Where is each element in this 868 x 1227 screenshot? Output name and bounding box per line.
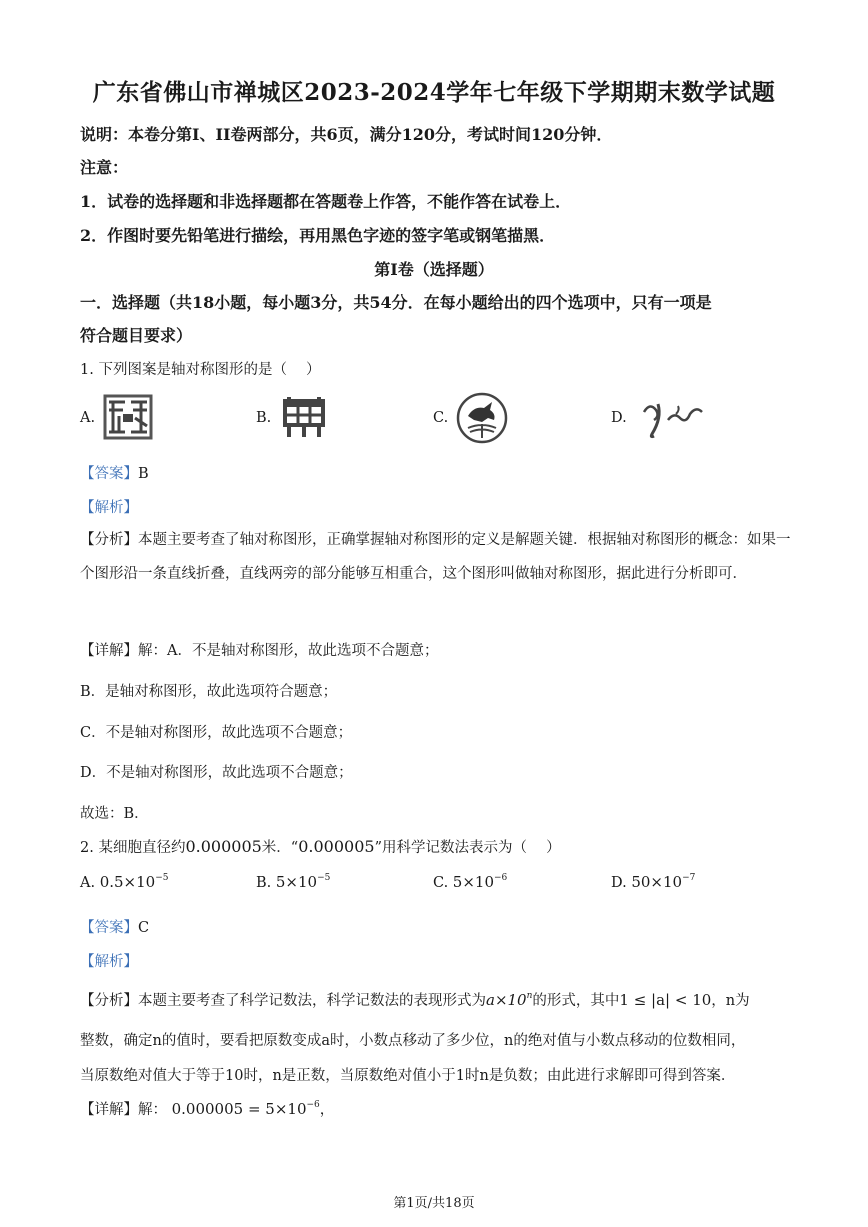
option-base: 5×10 <box>275 873 318 891</box>
q1-option-b-label: B. <box>256 410 272 426</box>
fenxi-formula: a×10 <box>486 991 527 1009</box>
option-letter: B. <box>256 875 272 891</box>
fenxi-text-a: 本题主要考查了科学记数法，科学记数法的表现形式为 <box>138 993 486 1009</box>
q2-option-b <box>256 873 330 891</box>
q2-fenxi-line-1 <box>80 989 750 1010</box>
q1-option-d-label: D. <box>611 410 627 426</box>
detail-a-text: 解：A．不是轴对称图形，故此选项不合题意； <box>138 643 439 659</box>
calligraphy-icon <box>640 398 706 440</box>
fenxi-text-b: 的形式，其中 <box>532 993 620 1009</box>
q2-fenxi-line-2: 整数，确定n的值时，要看把原数变成a时，小数点移动了多少位，n的绝对值与小数点移动的位数相同， <box>80 1033 746 1049</box>
option-exponent: −5 <box>155 873 169 883</box>
stem-part-a: 2. 某细胞直径约 <box>80 840 186 856</box>
attention-heading: 注意： <box>80 158 129 177</box>
fenxi-tag: 【分析】 <box>80 532 138 548</box>
q2-fenxi-line-3: 当原数绝对值大于等于10时，n是正数，当原数绝对值小于1时n是负数；由此进行求解即可得到答案． <box>80 1068 736 1084</box>
part-1-title: 第I卷（选择题） <box>374 260 494 279</box>
fenxi-formula-exponent: n <box>526 991 533 1001</box>
q2-analysis-tag: 【解析】 <box>80 954 138 970</box>
question-2-stem <box>80 836 561 857</box>
option-letter: A. <box>80 875 96 891</box>
answer-tag: 【答案】 <box>80 920 138 936</box>
answer-value: B <box>138 466 149 482</box>
detail-tag: 【详解】 <box>80 1102 138 1118</box>
option-exponent: −6 <box>494 873 508 883</box>
note-2: 2．作图时要先铅笔进行描绘，再用黑色字迹的签字笔或钢笔描黑． <box>80 226 556 245</box>
page-footer: 第1页/共18页 <box>393 1196 475 1211</box>
q1-analysis-tag: 【解析】 <box>80 500 138 516</box>
q2-option-d <box>611 873 695 891</box>
q1-fenxi <box>80 523 792 591</box>
detail-exponent: −6 <box>306 1100 320 1110</box>
q2-answer <box>80 916 149 937</box>
q1-detail-d: D．不是轴对称图形，故此选项不合题意； <box>80 765 353 781</box>
note-1: 1．试卷的选择题和非选择题都在答题卷上作答，不能作答在试卷上． <box>80 192 572 211</box>
q1-option-c-label: C. <box>433 410 449 426</box>
option-exponent: −7 <box>682 873 696 883</box>
q2-option-c <box>433 873 507 891</box>
answer-value: C <box>138 920 150 936</box>
detail-equation: 0.000005 = 5×10 <box>171 1100 307 1118</box>
q1-detail-b: B．是轴对称图形，故此选项符合题意； <box>80 684 338 700</box>
stem-part-b: 米．“ <box>261 840 299 856</box>
q1-answer <box>80 462 149 483</box>
option-base: 0.5×10 <box>99 873 156 891</box>
q1-detail-c: C．不是轴对称图形，故此选项不合题意； <box>80 725 353 741</box>
detail-tag: 【详解】 <box>80 643 138 659</box>
answer-tag: 【答案】 <box>80 466 138 482</box>
fenxi-text-c: ，n为 <box>711 993 750 1009</box>
pattern-a-icon <box>103 392 153 442</box>
fenxi-inequality: 1 ≤ |a| < 10 <box>619 991 712 1009</box>
stem-part-c: ”用科学记数法表示为（ ） <box>374 840 561 856</box>
option-exponent: −5 <box>317 873 331 883</box>
detail-prefix: 解： <box>138 1102 167 1118</box>
section-1-line-2: 符合题目要求） <box>80 326 193 345</box>
page-title: 广东省佛山市禅城区2023-2024学年七年级下学期期末数学试题 <box>92 79 776 106</box>
section-1-line-1: 一．选择题（共18小题，每小题3分，共54分．在每小题给出的四个选项中，只有一项是 <box>80 293 712 312</box>
question-1-stem: 1. 下列图案是轴对称图形的是（ ） <box>80 362 321 378</box>
exam-explanation: 说明：本卷分第I、II卷两部分，共6页，满分120分，考试时间120分钟． <box>80 125 613 144</box>
stem-number: 0.000005 <box>185 837 262 856</box>
stem-number-2: 0.000005 <box>298 837 375 856</box>
q1-option-a-label: A. <box>80 410 96 426</box>
horse-emblem-icon <box>456 392 508 444</box>
q2-detail <box>80 1098 334 1119</box>
fenxi-tag: 【分析】 <box>80 993 138 1009</box>
option-base: 50×10 <box>631 873 683 891</box>
q1-choose: 故选：B． <box>80 806 149 822</box>
ding-vessel-icon <box>279 395 329 440</box>
option-base: 5×10 <box>452 873 494 891</box>
detail-end: ， <box>319 1102 335 1118</box>
option-letter: D. <box>611 875 627 891</box>
option-letter: C. <box>433 875 449 891</box>
q1-detail-a <box>80 639 438 660</box>
q2-option-a <box>80 873 169 891</box>
fenxi-text: 本题主要考查了轴对称图形，正确掌握轴对称图形的定义是解题关键．根据轴对称图形的概念：如果一个图形沿一条直线折叠，直线两旁的部分能够互相重合，这个图形叫做轴对称图形，据此进行分析即可． <box>80 532 791 582</box>
